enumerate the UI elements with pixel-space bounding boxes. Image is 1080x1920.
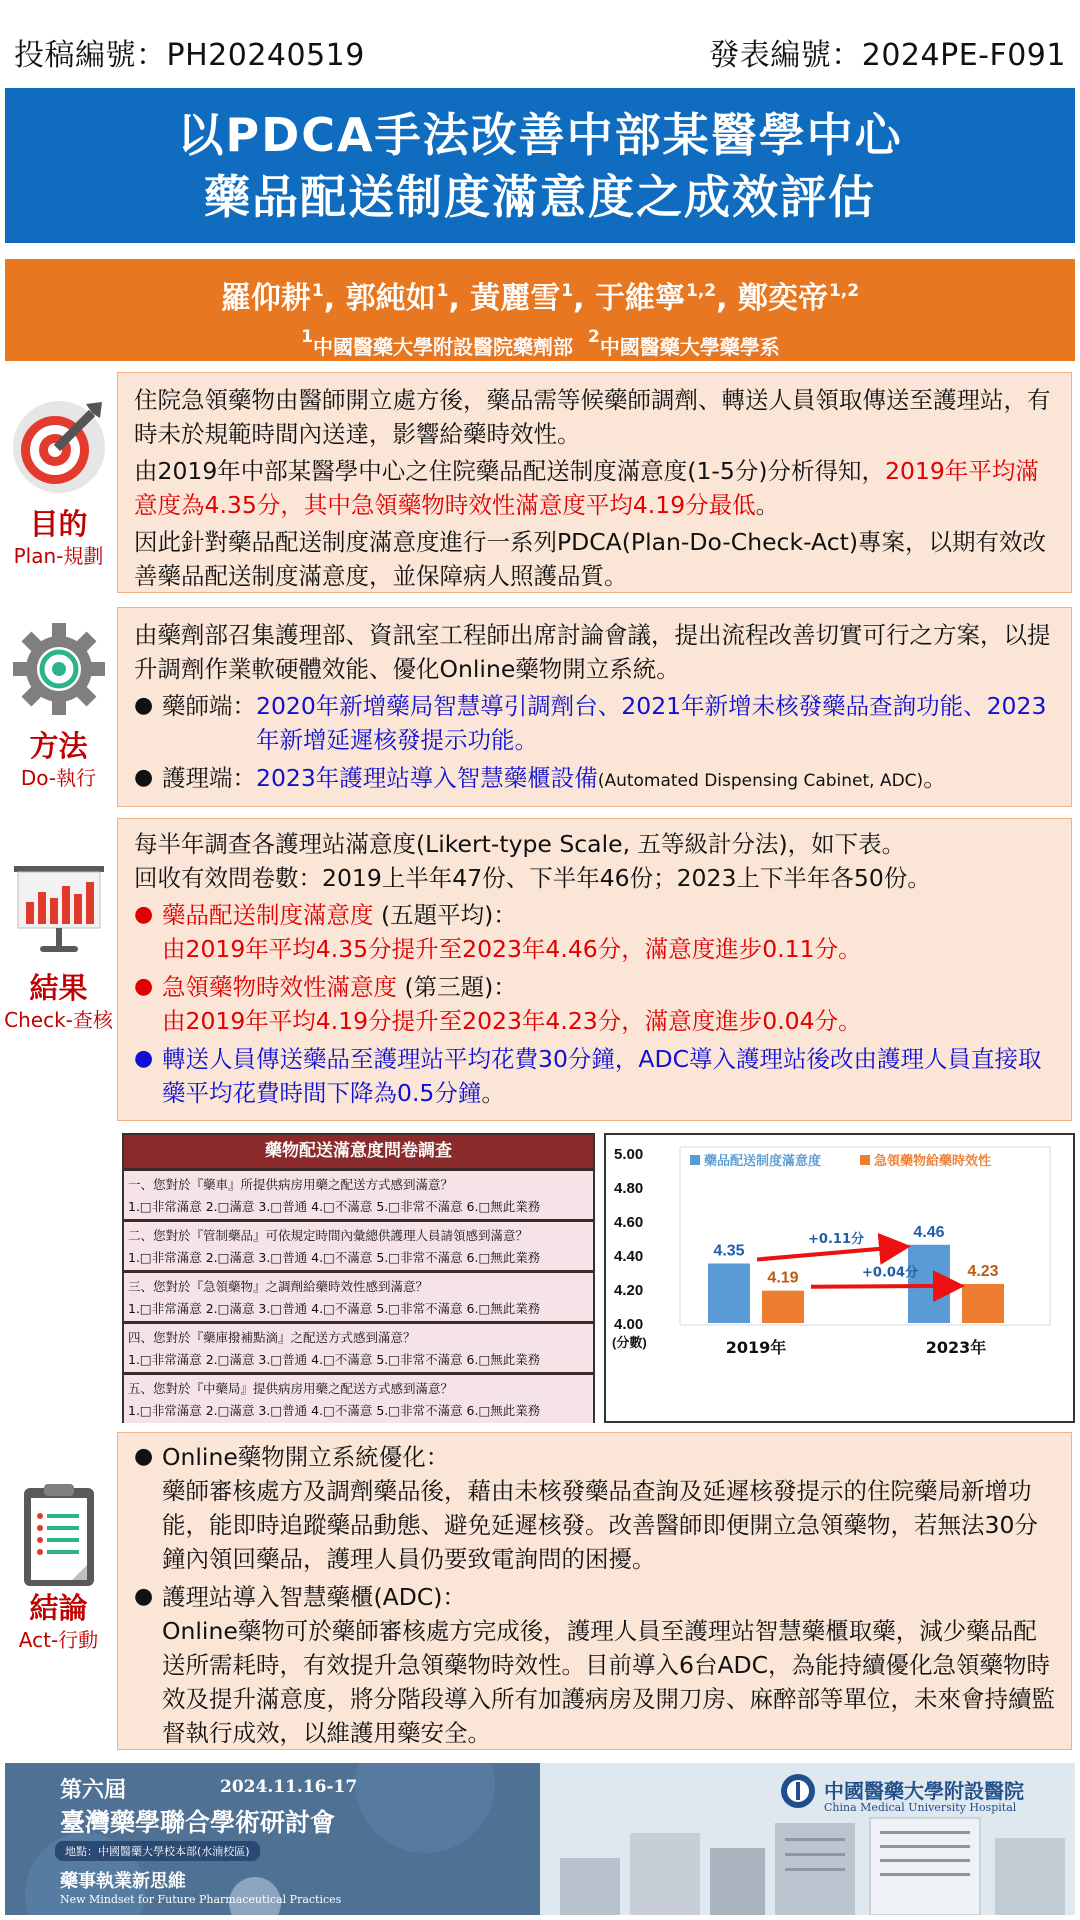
check-bullet-1 xyxy=(134,898,1057,966)
author-name: 黃麗雪 xyxy=(470,281,561,316)
title-line-1: 以PDCA手法改善中部某醫學中心 xyxy=(177,107,903,162)
act-label xyxy=(0,1482,117,1654)
check-b2-title: 急領藥物時效性滿意度 xyxy=(162,973,397,1001)
check-bullet-2 xyxy=(134,970,1057,1038)
banner-theme-en: New Mindset for Future Pharmaceutical Practices xyxy=(60,1893,342,1906)
submission-id: 投稿編號：PH20240519 xyxy=(14,38,365,73)
do-section xyxy=(117,607,1072,807)
bar xyxy=(708,1264,750,1324)
author-name: 郭純如 xyxy=(345,281,436,316)
question-options: 1.□非常滿意 2.□滿意 3.□普通 4.□不滿意 5.□非常不滿意 6.□無此業務 xyxy=(128,1199,541,1214)
question-text: 四、您對於『藥庫撥補點滴』之配送方式感到滿意？ xyxy=(128,1330,416,1345)
bar-chart-icon xyxy=(10,862,108,960)
legend-swatch xyxy=(860,1155,870,1165)
trend-annotation: +0.11分 xyxy=(808,1232,864,1248)
legend-label: 急領藥物給藥時效性 xyxy=(874,1154,992,1169)
y-tick-label: 5.00 xyxy=(614,1146,644,1163)
check-p1: 每半年調查各護理站滿意度(Likert-type Scale, 五等級計分法)，如下表。 xyxy=(134,830,906,858)
banner-venue: 地點：中國醫藥大學校本部(水湳校區) xyxy=(55,1841,260,1861)
act-b2-body xyxy=(162,1580,1057,1750)
affil-2: 中國醫藥大學藥學系 xyxy=(599,335,780,359)
y-tick-label: 4.80 xyxy=(614,1180,644,1197)
author-separator: , xyxy=(716,281,738,316)
banner-edition: 第六屆 xyxy=(60,1777,127,1803)
legend-swatch xyxy=(690,1155,700,1165)
check-b1-text: 由2019年平均4.35分提升至2023年4.46分，滿意度進步0.11分。 xyxy=(162,935,862,963)
author-affil-sup: 1 xyxy=(561,281,574,301)
hospital-name-en: China Medical University Hospital xyxy=(824,1801,1017,1814)
check-b2-text: 由2019年平均4.19分提升至2023年4.23分，滿意度進步0.04分。 xyxy=(162,1007,862,1035)
question-options: 1.□非常滿意 2.□滿意 3.□普通 4.□不滿意 5.□非常不滿意 6.□無此業務 xyxy=(128,1403,541,1418)
gear-icon xyxy=(10,620,108,718)
author-separator: , xyxy=(323,281,346,316)
plan-p2 xyxy=(134,454,1057,522)
act-b1-body xyxy=(162,1440,1057,1576)
hospital-name-zh: 中國醫藥大學附設醫院 xyxy=(824,1779,1024,1803)
header-ids xyxy=(0,0,1080,86)
check-p2: 回收有效問卷數：2019上半年47份、下半年46份；2023上下半年各50份。 xyxy=(134,864,931,892)
satisfaction-chart xyxy=(604,1133,1075,1423)
bar xyxy=(762,1291,804,1323)
banner-theme-zh: 藥事執業新思維 xyxy=(60,1871,186,1892)
act-label-zh: 結論 xyxy=(29,1591,88,1625)
author-name: 羅仰耕 xyxy=(220,281,311,316)
bullet-dot: ● xyxy=(134,1444,154,1469)
publication-id: 發表編號：2024PE-F091 xyxy=(709,38,1066,73)
affiliations xyxy=(5,327,1075,360)
question-options: 1.□非常滿意 2.□滿意 3.□普通 4.□不滿意 5.□非常不滿意 6.□無此業務 xyxy=(128,1250,541,1265)
affil-1: 中國醫藥大學附設醫院藥劑部 xyxy=(313,335,574,359)
y-tick-label: 4.20 xyxy=(614,1282,644,1299)
question-options: 1.□非常滿意 2.□滿意 3.□普通 4.□不滿意 5.□非常不滿意 6.□無此業務 xyxy=(128,1301,541,1316)
bar xyxy=(962,1284,1004,1323)
clipboard-icon xyxy=(10,1482,108,1580)
bullet-dot: ● xyxy=(134,1046,154,1071)
affil-1-sup: 1 xyxy=(301,327,314,347)
check-b1-note: (五題平均)： xyxy=(373,901,517,929)
author-name: 于維寧 xyxy=(594,281,685,316)
hospital-panel xyxy=(540,1763,1075,1915)
trend-arrow xyxy=(811,1286,957,1287)
act-section xyxy=(117,1432,1072,1750)
bullet-dot: ● xyxy=(134,902,154,927)
do-b1-text: 2020年新增藥局智慧導引調劑台、2021年新增未核發藥品查詢功能、2023年新增延遲核發提示功能。 xyxy=(256,692,1047,754)
title-banner xyxy=(5,88,1075,243)
check-b1-title: 藥品配送制度滿意度 xyxy=(162,901,374,929)
questionnaire-row xyxy=(124,1372,593,1423)
bar-value-label: 4.46 xyxy=(913,1223,945,1241)
act-b1-title: Online藥物開立系統優化： xyxy=(162,1443,450,1471)
y-tick-label: 4.40 xyxy=(614,1248,644,1265)
questionnaire-title: 藥物配送滿意度問卷調查 xyxy=(124,1135,593,1168)
questionnaire-table xyxy=(122,1133,595,1423)
do-bullet-pharmacist xyxy=(134,689,1057,757)
bar-value-label: 4.19 xyxy=(767,1269,799,1287)
questionnaire-row xyxy=(124,1168,593,1219)
check-bullet-3 xyxy=(134,1042,1057,1110)
bullet-dot: ● xyxy=(134,693,154,718)
do-b2-abbrev: (Automated Dispensing Cabinet, ADC) xyxy=(597,771,924,791)
question-text: 二、您對於『管制藥品』可依規定時間內彙總供護理人員請領感到滿意？ xyxy=(128,1228,529,1243)
author-banner xyxy=(5,259,1075,361)
banner-conference: 臺灣藥學聯合學術研討會 xyxy=(60,1808,336,1837)
bar-value-label: 4.23 xyxy=(967,1262,999,1280)
act-bullet-2 xyxy=(134,1580,1057,1750)
check-label xyxy=(0,862,117,1034)
check-b3-body xyxy=(162,1042,1057,1110)
author-affil-sup: 1,2 xyxy=(828,281,860,301)
act-b2-text: Online藥物可於藥師審核處方完成後，護理人員至護理站智慧藥櫃取藥，減少藥品配送所需耗時，有效提升急領藥物時效性。目前導入6台ADC，為能持續優化急領藥物時效及提升滿意度，將分階段導入所有加護病房及開刀房、麻醉部等單位，未來會持續監督執行成效，以維護用藥安全。 xyxy=(162,1617,1055,1747)
author-name: 鄭奕帝 xyxy=(737,281,828,316)
do-b1-label: 藥師端： xyxy=(162,692,256,720)
check-b3-end: 。 xyxy=(481,1079,505,1107)
y-tick-label: 4.60 xyxy=(614,1214,644,1231)
bar-value-label: 4.35 xyxy=(713,1242,745,1260)
plan-section xyxy=(117,372,1072,593)
plan-label-en: Plan-規劃 xyxy=(13,544,104,568)
x-tick-label: 2023年 xyxy=(925,1338,987,1357)
plan-p2-intro: 由2019年中部某醫學中心之住院藥品配送制度滿意度(1-5分)分析得知， xyxy=(134,457,886,485)
check-b1-body xyxy=(162,898,1057,966)
do-label-en: Do-執行 xyxy=(20,766,97,790)
act-bullet-1 xyxy=(134,1440,1057,1576)
do-b2-label: 護理端： xyxy=(162,764,256,792)
act-b1-text: 藥師審核處方及調劑藥品後，藉由未核發藥品查詢及延遲核發提示的住院藥局新增功能，能即時追蹤藥品動態、避免延遲核發。改善醫師即便開立急領藥物，若無法30分鐘內領回藥品，護理人員仍要致電詢問的困擾。 xyxy=(162,1477,1038,1573)
bullet-dot: ● xyxy=(134,974,154,999)
target-icon xyxy=(10,398,108,496)
plan-label xyxy=(0,398,117,570)
questionnaire-row xyxy=(124,1219,593,1270)
y-tick-label: 4.00 xyxy=(614,1316,644,1333)
check-b2-body xyxy=(162,970,1057,1038)
check-label-en: Check-查核 xyxy=(4,1008,113,1032)
conference-info xyxy=(5,1763,540,1915)
act-label-en: Act-行動 xyxy=(18,1628,99,1652)
author-separator: , xyxy=(573,281,595,316)
questionnaire-row xyxy=(124,1321,593,1372)
bullet-dot: ● xyxy=(134,765,154,790)
plan-p1: 住院急領藥物由醫師開立處方後，藥品需等候藥師調劑、轉送人員領取傳送至護理站，有時未於規範時間內送達，影響給藥時效性。 xyxy=(134,386,1051,448)
do-b2-end: 。 xyxy=(923,764,947,792)
question-text: 五、您對於『中藥局』提供病房用藥之配送方式感到滿意？ xyxy=(128,1381,454,1396)
check-b3-text: 轉送人員傳送藥品至護理站平均花費30分鐘，ADC導入護理站後改由護理人員直接取藥平均花費時間下降為0.5分鐘 xyxy=(162,1045,1042,1107)
check-section xyxy=(117,818,1072,1121)
bullet-dot: ● xyxy=(134,1584,154,1609)
question-text: 一、您對於『藥車』所提供病房用藥之配送方式感到滿意？ xyxy=(128,1177,454,1192)
questionnaire-row xyxy=(124,1270,593,1321)
plan-p2-end: 。 xyxy=(755,491,780,519)
title-line-2: 藥品配送制度滿意度之成效評估 xyxy=(204,169,876,224)
x-tick-label: 2019年 xyxy=(725,1338,787,1357)
y-axis-label: (分數) xyxy=(612,1335,647,1350)
plan-p3: 因此針對藥品配送制度滿意度進行一系列PDCA(Plan-Do-Check-Act)專案，以期有效改善藥品配送制度滿意度，並保障病人照護品質。 xyxy=(134,528,1047,590)
author-affil-sup: 1 xyxy=(311,281,324,301)
do-b2-body xyxy=(256,761,1057,798)
bar xyxy=(908,1245,950,1323)
act-b2-title: 護理站導入智慧藥櫃(ADC)： xyxy=(162,1583,466,1611)
do-label xyxy=(0,620,117,792)
affil-2-sup: 2 xyxy=(587,327,600,347)
do-bullet-nurse xyxy=(134,761,1057,798)
author-separator: , xyxy=(448,281,471,316)
question-text: 三、您對於『急領藥物』之調劑給藥時效性感到滿意？ xyxy=(128,1279,429,1294)
author-affil-sup: 1 xyxy=(436,281,449,301)
do-label-zh: 方法 xyxy=(29,729,88,763)
do-b2-text: 2023年護理站導入智慧藥櫃設備 xyxy=(256,764,598,792)
do-p1: 由藥劑部召集護理部、資訊室工程師出席討論會議，提出流程改善切實可行之方案，以提升調劑作業軟硬體效能、優化Online藥物開立系統。 xyxy=(134,621,1051,683)
check-label-zh: 結果 xyxy=(29,971,88,1005)
check-b2-note: (第三題)： xyxy=(397,973,517,1001)
author-list xyxy=(5,259,1075,319)
conference-banner xyxy=(5,1763,1075,1915)
banner-dates: 2024.11.16-17 xyxy=(220,1777,358,1797)
plan-label-zh: 目的 xyxy=(29,507,88,541)
trend-annotation: +0.04分 xyxy=(862,1265,918,1281)
chart-svg xyxy=(606,1135,1073,1421)
author-affil-sup: 1,2 xyxy=(685,281,717,301)
legend-label: 藥品配送制度滿意度 xyxy=(704,1154,822,1169)
question-options: 1.□非常滿意 2.□滿意 3.□普通 4.□不滿意 5.□非常不滿意 6.□無此業務 xyxy=(128,1352,541,1367)
plan-p2-highlight: 2019年平均滿意度為4.35分，其中急領藥物時效性滿意度平均4.19分最低 xyxy=(134,457,1039,519)
